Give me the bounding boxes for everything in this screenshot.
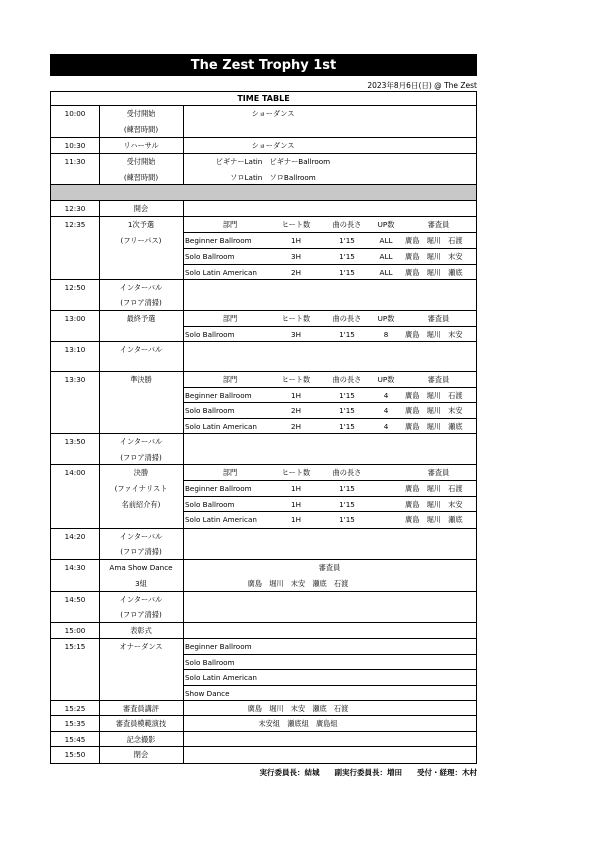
document-title: The Zest Trophy 1st <box>50 54 477 76</box>
col-header-up: UP数 <box>377 375 395 384</box>
event-sub-label: (フロア清掃) <box>120 453 162 462</box>
up-value: 4 <box>383 391 389 400</box>
event-sub-label: (フロア清掃) <box>120 298 162 307</box>
time-label: 14:30 <box>64 563 86 572</box>
detail-label: 廣島 堀川 末安 瀬底 石渡 <box>247 704 349 713</box>
judges-value: 廣島 堀川 石渡 <box>405 236 463 245</box>
event-sub-label: (フリーパス) <box>120 236 162 245</box>
event-label: 受付開始 <box>126 157 156 166</box>
length-value: 1'15 <box>339 422 355 431</box>
heats-value: 2H <box>291 422 301 431</box>
length-value: 1'15 <box>339 406 355 415</box>
judges-value: 廣島 堀川 石渡 <box>405 484 463 493</box>
event-label: 開会 <box>133 204 149 213</box>
division-label: Solo Latin American <box>185 515 257 524</box>
col-header-judges: 審査員 <box>427 220 450 229</box>
time-label: 12:30 <box>64 204 86 213</box>
time-label: 13:10 <box>64 345 86 354</box>
time-label: 15:35 <box>64 719 86 728</box>
length-value: 1'15 <box>339 236 355 245</box>
event-label: 閉会 <box>133 750 149 759</box>
heats-value: 1H <box>291 500 301 509</box>
heats-value: 2H <box>291 268 301 277</box>
event-label: 最終予選 <box>126 314 156 323</box>
event-sub-label: (ファイナリスト <box>114 484 168 493</box>
heats-value: 1H <box>291 515 301 524</box>
division-label: Beginner Ballroom <box>185 391 252 400</box>
time-label: 12:50 <box>64 283 86 292</box>
event-label: インターバル <box>119 532 163 541</box>
time-label: 13:30 <box>64 375 86 384</box>
time-label: 13:00 <box>64 314 86 323</box>
heats-value: 3H <box>291 330 301 339</box>
up-value: 8 <box>383 330 389 339</box>
event-label: 審査員模範演技 <box>115 719 167 728</box>
division-label: Solo Ballroom <box>185 330 235 339</box>
timetable-grid <box>50 106 477 764</box>
col-header-judges: 審査員 <box>427 375 450 384</box>
judges-value: 廣島 堀川 末安 瀬底 石渡 <box>247 579 349 588</box>
detail-label: 末安組 瀬底組 廣島組 <box>258 719 338 728</box>
event-sub-label: (練習時間) <box>123 125 159 134</box>
event-label: 表彰式 <box>130 626 152 635</box>
length-value: 1'15 <box>339 484 355 493</box>
time-label: 12:35 <box>64 220 86 229</box>
event-label: インターバル <box>119 437 163 446</box>
division-label: Solo Latin American <box>185 422 257 431</box>
separator-row <box>51 185 476 201</box>
event-label: オナーダンス <box>119 642 163 651</box>
time-label: 15:00 <box>64 626 86 635</box>
col-header-judges: 審査員 <box>427 314 450 323</box>
col-header-division: 部門 <box>222 375 238 384</box>
event-sub-label: 3組 <box>135 579 147 588</box>
timetable-header: TIME TABLE <box>50 91 477 106</box>
event-label: インターバル <box>119 595 163 604</box>
detail-label: ショーダンス <box>251 141 295 150</box>
col-header-up: UP数 <box>377 314 395 323</box>
col-header-length: 曲の長さ <box>332 468 362 477</box>
time-label: 10:00 <box>64 109 86 118</box>
judges-value: 廣島 堀川 石渡 <box>405 391 463 400</box>
judges-value: 廣島 堀川 瀬底 <box>405 268 463 277</box>
length-value: 1'15 <box>339 252 355 261</box>
staff-footer: 実行委員長：結城 副実行委員長：増田 受付・経理：木村 <box>259 768 477 777</box>
time-label: 15:50 <box>64 750 86 759</box>
heats-value: 1H <box>291 391 301 400</box>
length-value: 1'15 <box>339 268 355 277</box>
length-value: 1'15 <box>339 330 355 339</box>
up-value: 4 <box>383 422 389 431</box>
col-header-length: 曲の長さ <box>332 314 362 323</box>
col-header-heats: ヒート数 <box>281 314 311 323</box>
event-sub-label: (練習時間) <box>123 173 159 182</box>
event-label: 受付開始 <box>126 109 156 118</box>
col-header-judges: 審査員 <box>427 468 450 477</box>
division-label: Beginner Ballroom <box>185 484 252 493</box>
event-label: 準決勝 <box>130 375 152 384</box>
division-label: Beginner Ballroom <box>185 642 252 651</box>
event-label: リハーサル <box>123 141 159 150</box>
length-value: 1'15 <box>339 500 355 509</box>
col-line <box>183 201 184 764</box>
time-label: 15:25 <box>64 704 86 713</box>
detail-label: ソロLatin ソロBallroom <box>230 173 316 182</box>
judges-value: 廣島 堀川 末安 <box>405 330 463 339</box>
event-label: Ama Show Dance <box>109 563 173 572</box>
division-label: Solo Ballroom <box>185 500 235 509</box>
time-label: 13:50 <box>64 437 86 446</box>
detail-label: ビギナーLatin ビギナーBallroom <box>215 157 331 166</box>
time-label: 14:00 <box>64 468 86 477</box>
length-value: 1'15 <box>339 515 355 524</box>
event-label: 審査員講評 <box>123 704 159 713</box>
up-value: ALL <box>379 268 393 277</box>
judges-heading: 審査員 <box>318 563 341 572</box>
event-sub-label: (フロア清掃) <box>120 610 162 619</box>
division-label: Solo Ballroom <box>185 406 235 415</box>
division-label: Solo Ballroom <box>185 658 235 667</box>
col-header-division: 部門 <box>222 314 238 323</box>
up-value: ALL <box>379 252 393 261</box>
judges-value: 廣島 堀川 瀬底 <box>405 422 463 431</box>
time-label: 10:30 <box>64 141 86 150</box>
event-label: 記念撮影 <box>126 735 156 744</box>
time-label: 14:20 <box>64 532 86 541</box>
col-header-heats: ヒート数 <box>281 220 311 229</box>
judges-value: 廣島 堀川 末安 <box>405 252 463 261</box>
event-label: 1次予選 <box>127 220 155 229</box>
time-label: 15:45 <box>64 735 86 744</box>
judges-value: 廣島 堀川 瀬底 <box>405 515 463 524</box>
col-header-length: 曲の長さ <box>332 220 362 229</box>
division-label: Solo Ballroom <box>185 252 235 261</box>
event-label: インターバル <box>119 345 163 354</box>
division-label: Beginner Ballroom <box>185 236 252 245</box>
detail-label: ショーダンス <box>251 109 295 118</box>
division-label: Show Dance <box>185 689 230 698</box>
col-header-up: UP数 <box>377 220 395 229</box>
col-header-division: 部門 <box>222 468 238 477</box>
event-sub-label: (フロア清掃) <box>120 547 162 556</box>
time-label: 15:15 <box>64 642 86 651</box>
division-label: Solo Latin American <box>185 673 257 682</box>
event-sub-label: 名前紹介有) <box>121 500 161 509</box>
length-value: 1'15 <box>339 391 355 400</box>
division-label: Solo Latin American <box>185 268 257 277</box>
up-value: 4 <box>383 406 389 415</box>
col-header-length: 曲の長さ <box>332 375 362 384</box>
heats-value: 1H <box>291 484 301 493</box>
up-value: ALL <box>379 236 393 245</box>
col-header-division: 部門 <box>222 220 238 229</box>
judges-value: 廣島 堀川 末安 <box>405 500 463 509</box>
heats-value: 2H <box>291 406 301 415</box>
col-header-heats: ヒート数 <box>281 375 311 384</box>
col-header-heats: ヒート数 <box>281 468 311 477</box>
time-label: 14:50 <box>64 595 86 604</box>
heats-value: 1H <box>291 236 301 245</box>
event-label: インターバル <box>119 283 163 292</box>
date-venue: 2023年8月6日(日) @ The Zest <box>367 81 477 90</box>
event-label: 決勝 <box>133 468 149 477</box>
judges-value: 廣島 堀川 末安 <box>405 406 463 415</box>
time-label: 11:30 <box>64 157 86 166</box>
heats-value: 3H <box>291 252 301 261</box>
